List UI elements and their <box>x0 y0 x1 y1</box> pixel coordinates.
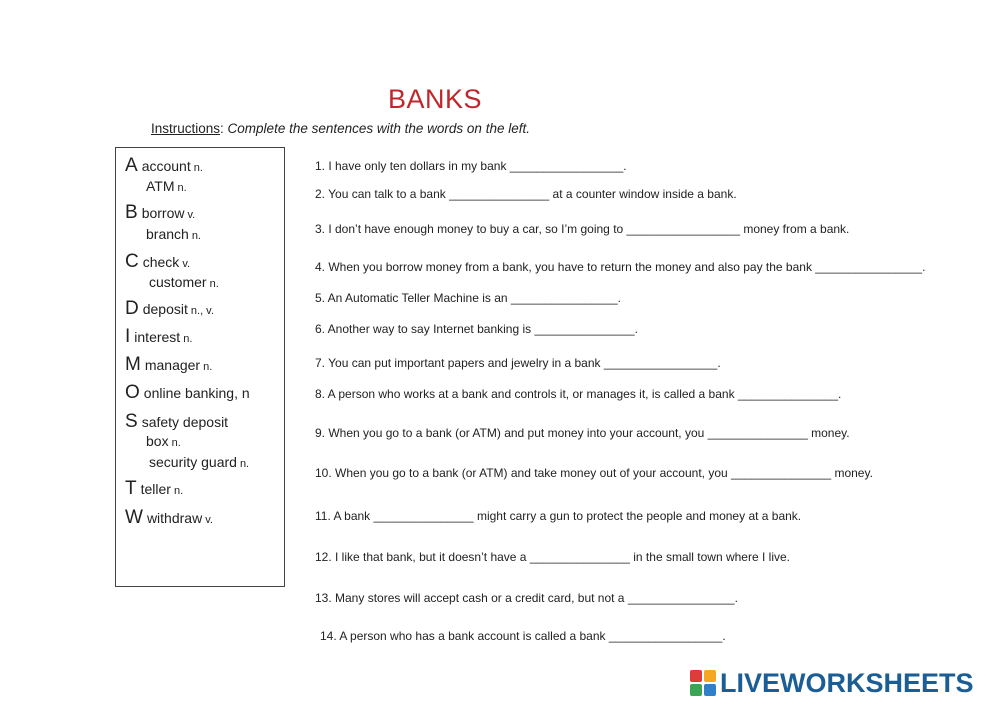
liveworksheets-logo <box>690 667 974 699</box>
sentence-2 <box>315 187 737 201</box>
word-text: check <box>142 254 180 270</box>
sentence-6 <box>315 322 638 336</box>
answer-blank[interactable]: ________________ <box>510 291 618 305</box>
sentence-text: . <box>722 629 726 643</box>
word-part-of-speech: n. <box>203 361 213 373</box>
word-entry <box>125 478 183 500</box>
word-entry <box>125 298 214 320</box>
sentence-14 <box>320 629 726 643</box>
word-text: manager <box>144 357 201 373</box>
sentence-text: money from a bank. <box>740 222 850 236</box>
word-part-of-speech: n. <box>183 333 193 345</box>
answer-blank[interactable]: ________________ <box>627 591 735 605</box>
instructions: Instructions: Complete the sentences with the words on the left. <box>151 121 530 136</box>
sentence-text: at a counter window inside a bank. <box>549 187 737 201</box>
answer-blank[interactable]: _______________ <box>707 426 808 440</box>
instructions-label: Instructions <box>151 121 221 136</box>
word-entry <box>125 507 213 529</box>
answer-blank[interactable]: _________________ <box>626 222 740 236</box>
sentence-text: 3. I don’t have enough money to buy a car, so I’m going to <box>315 222 627 236</box>
word-letter: T <box>125 478 137 499</box>
word-letter: C <box>125 251 139 272</box>
sentence-5 <box>315 291 621 305</box>
sentence-text: . <box>838 387 842 401</box>
word-letter: S <box>125 411 138 432</box>
word-part-of-speech: n. <box>209 278 219 290</box>
word-part-of-speech: v. <box>182 258 191 270</box>
sentence-9 <box>315 426 850 440</box>
word-text: withdraw <box>146 510 203 526</box>
sentence-text: 1. I have only ten dollars in my bank <box>315 159 510 173</box>
sentence-text: 7. You can put important papers and jewelry in a bank <box>315 356 604 370</box>
word-entry <box>125 354 212 376</box>
word-part-of-speech: n. <box>173 485 184 497</box>
word-part-of-speech: n. <box>193 162 203 174</box>
answer-blank[interactable]: _______________ <box>737 387 839 401</box>
sentence-3 <box>315 222 849 236</box>
answer-blank[interactable]: _______________ <box>449 187 550 201</box>
word-letter: W <box>125 507 143 528</box>
sentence-text: 4. When you borrow money from a bank, you have to return the money and also pay the bank <box>315 260 816 274</box>
word-entry <box>125 382 250 404</box>
answer-blank[interactable]: _______________ <box>529 550 630 564</box>
sentence-4 <box>315 260 925 274</box>
word-letter: B <box>125 202 138 223</box>
word-text: online banking, n <box>143 385 250 401</box>
word-text: box <box>146 433 169 449</box>
worksheet-title: BANKS <box>387 84 483 114</box>
word-text: branch <box>146 226 189 242</box>
sentence-8 <box>315 387 841 401</box>
sentence-text: . <box>734 591 738 605</box>
word-letter: I <box>125 326 131 347</box>
sentence-text: 6. Another way to say Internet banking is <box>315 322 535 336</box>
answer-blank[interactable]: _______________ <box>534 322 635 336</box>
word-part-of-speech: n. <box>177 182 187 194</box>
word-entry <box>125 155 203 177</box>
sentence-1 <box>315 159 627 173</box>
word-entry <box>125 202 195 224</box>
sentence-text: 2. You can talk to a bank <box>315 187 450 201</box>
word-entry <box>125 411 228 433</box>
word-text: ATM <box>146 178 175 194</box>
answer-blank[interactable]: _________________ <box>608 629 723 643</box>
word-entry <box>149 274 219 290</box>
sentence-text: 9. When you go to a bank (or ATM) and put money into your account, you <box>315 426 708 440</box>
word-part-of-speech: n. <box>191 230 201 242</box>
sentence-text: 14. A person who has a bank account is called a bank <box>320 629 609 643</box>
sentence-text: 10. When you go to a bank (or ATM) and take money out of your account, you <box>315 466 732 480</box>
word-entry <box>149 454 249 470</box>
word-entry <box>125 326 192 348</box>
sentence-text: 11. A bank <box>315 509 374 523</box>
brand-name: LIVEWORKSHEETS <box>720 667 974 698</box>
word-text: teller <box>140 481 171 497</box>
word-part-of-speech: n., v. <box>190 305 214 317</box>
answer-blank[interactable]: _______________ <box>373 509 474 523</box>
word-entry <box>125 251 190 273</box>
word-text: interest <box>134 329 181 345</box>
word-entry <box>146 433 181 449</box>
word-text: security guard <box>149 454 237 470</box>
word-letter: O <box>125 382 140 403</box>
sentence-7 <box>315 356 721 370</box>
sentence-text: money. <box>831 466 873 480</box>
word-text: customer <box>149 274 207 290</box>
answer-blank[interactable]: _________________ <box>603 356 718 370</box>
logo-grid-icon <box>690 670 716 696</box>
sentence-text: . <box>717 356 721 370</box>
word-text: account <box>141 158 191 174</box>
word-part-of-speech: v. <box>187 209 196 221</box>
word-text: safety deposit <box>141 414 229 430</box>
sentence-text: in the small town where I live. <box>629 550 790 564</box>
instructions-text: Complete the sentences with the words on the left. <box>227 121 530 136</box>
sentence-text: 5. An Automatic Teller Machine is an <box>315 291 511 305</box>
answer-blank[interactable]: _______________ <box>731 466 832 480</box>
sentence-text: . <box>623 159 627 173</box>
sentence-text: . <box>922 260 926 274</box>
word-entry <box>146 226 201 242</box>
word-text: borrow <box>141 205 185 221</box>
word-entry <box>146 178 187 194</box>
sentence-text: might carry a gun to protect the people and money at a bank. <box>473 509 802 523</box>
word-text: deposit <box>142 301 188 317</box>
word-letter: M <box>125 354 141 375</box>
answer-blank[interactable]: ________________ <box>815 260 923 274</box>
sentence-10 <box>315 466 873 480</box>
sentence-text: . <box>634 322 638 336</box>
word-letter: D <box>125 298 139 319</box>
sentence-12 <box>315 550 790 564</box>
word-part-of-speech: v. <box>205 514 213 526</box>
sentence-text: money. <box>807 426 850 440</box>
sentence-13 <box>315 591 738 605</box>
word-letter: A <box>125 155 138 176</box>
word-part-of-speech: n. <box>171 437 181 449</box>
sentence-11 <box>315 509 801 523</box>
sentence-text: 8. A person who works at a bank and controls it, or manages it, is called a bank <box>315 387 738 401</box>
sentence-text: . <box>617 291 622 305</box>
word-part-of-speech: n. <box>239 458 250 470</box>
sentence-text: 13. Many stores will accept cash or a credit card, but not a <box>315 591 628 605</box>
answer-blank[interactable]: _________________ <box>509 159 624 173</box>
sentence-text: 12. I like that bank, but it doesn’t have a <box>315 550 530 564</box>
